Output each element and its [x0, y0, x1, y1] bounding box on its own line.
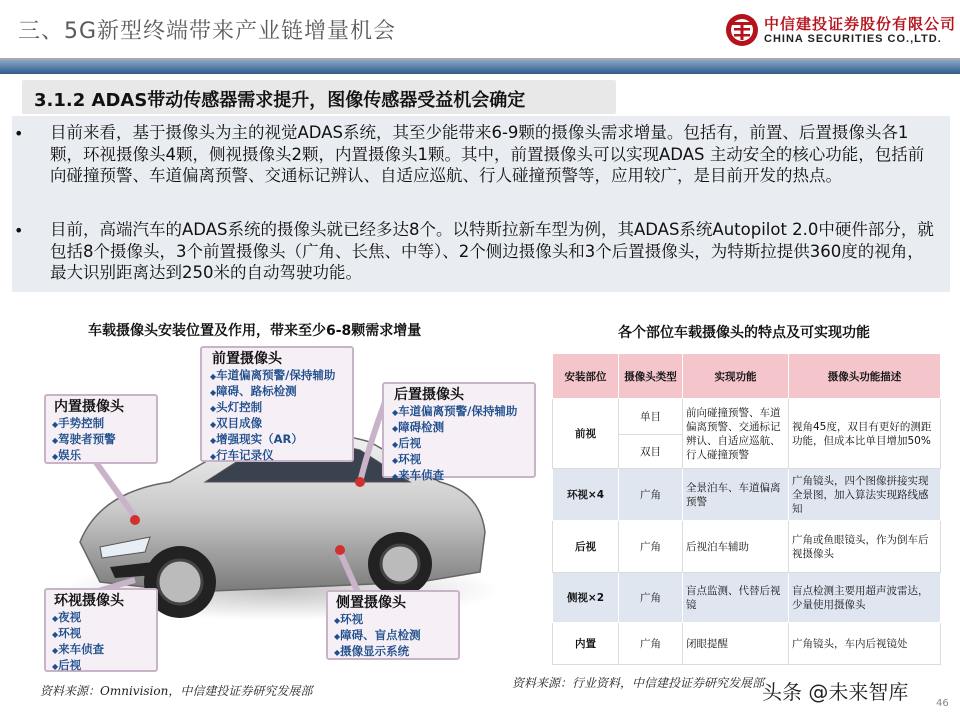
table-cell-type: 广角: [619, 521, 683, 573]
callout-rear-list: [392, 404, 517, 484]
callout-item: ◆ 后视: [52, 658, 104, 674]
bullet-marker: •: [14, 221, 24, 240]
table-cell-position: 前视: [553, 399, 619, 469]
table-cell-type: 广角: [619, 469, 683, 521]
left-figure-caption: 车载摄像头安装位置及作用，带来至少6-8颗需求增量: [88, 323, 422, 339]
callout-item: ◆ 头灯控制: [210, 400, 335, 416]
watermark-text: 头条 @未来智库: [762, 680, 909, 704]
table-cell-function: 全景泊车、车道偏离预警: [683, 469, 789, 521]
bullet-paragraph-camera-demand: 目前来看，基于摄像头为主的视觉ADAS系统，其至少能带来6-9颗的摄像头需求增量。包括有，前置、后置摄像头各1颗，环视摄像头4颗，侧视摄像头2颗，内置摄像头1颗。其中，前置摄像头可以实现ADAS 主动安全的核心功能，包括前向碰撞预警、车道偏离预警、交通标记辨认、自适应巡航、行人碰撞预警等，应用较广，是目前开发的热点。: [50, 123, 925, 185]
company-logo: [724, 12, 957, 52]
callout-item: ◆ 驾驶者预警: [52, 432, 116, 448]
bullet-paragraph-tesla-example: 目前，高端汽车的ADAS系统的摄像头就已经多达8个。以特斯拉新车型为例，其ADAS系统Autopilot 2.0中硬件部分，就包括8个摄像头，3个前置摄像头（广角、长焦、中等）、2个侧边摄像头和3个后置摄像头，为特斯拉提供360度的视角，最大识别距离达到250米的自动驾驶功能。: [50, 220, 934, 282]
callout-item: ◆ 障碍、盲点检测: [334, 628, 421, 644]
callout-surround-list: [52, 610, 104, 674]
table-cell-position: 环视×4: [553, 469, 619, 521]
table-cell-description: 广角镜头，四个图像拼接实现全景图，加入算法实现路线感知: [789, 469, 941, 521]
callout-item: ◆ 夜视: [52, 610, 104, 626]
table-row: [553, 399, 941, 435]
table-cell-description: 广角或鱼眼镜头，作为倒车后视摄像头: [789, 521, 941, 573]
callout-item: ◆ 双目成像: [210, 416, 335, 432]
logo-chinese-name: 中信建投证券股份有限公司: [764, 15, 957, 33]
table-cell-position: 后视: [553, 521, 619, 573]
camera-spec-table: [552, 353, 941, 665]
table-header-cell: 摄像头功能描述: [789, 354, 941, 399]
table-cell-position: 内置: [553, 623, 619, 665]
callout-front-title: 前置摄像头: [212, 351, 282, 367]
callout-item: ◆ 行车记录仪: [210, 448, 335, 464]
table-header-row: [553, 354, 941, 399]
citic-logo-icon: [724, 12, 760, 48]
left-figure-source: 资料来源：Omnivision，中信建投证券研究发展部: [40, 684, 313, 698]
header-blue-band: [0, 60, 960, 74]
right-figure-source: 资料来源：行业资料，中信建投证券研究发展部: [512, 676, 765, 690]
table-row: [553, 521, 941, 573]
callout-inner-list: [52, 416, 116, 464]
section-title: 3.1.2 ADAS带动传感器需求提升，图像传感器受益机会确定: [34, 90, 526, 111]
table-cell-type: 广角: [619, 573, 683, 623]
callout-item: ◆ 娱乐: [52, 448, 116, 464]
callout-item: ◆ 手势控制: [52, 416, 116, 432]
callout-rear-title: 后置摄像头: [394, 387, 464, 403]
table-cell-function: 后视泊车辅助: [683, 521, 789, 573]
callout-item: ◆ 来车侦查: [52, 642, 104, 658]
callout-item: ◆ 障碍检测: [392, 420, 517, 436]
right-figure-caption: 各个部位车载摄像头的特点及可实现功能: [618, 325, 870, 341]
table-cell-function: 前向碰撞预警、车道偏离预警、交通标记辨认、自适应巡航、行人碰撞预警: [683, 399, 789, 469]
callout-inner-title: 内置摄像头: [54, 399, 124, 415]
table-cell-type: 广角: [619, 623, 683, 665]
callout-item: ◆ 障碍、路标检测: [210, 384, 335, 400]
callout-front-list: [210, 368, 335, 464]
callout-item: ◆ 后视: [392, 436, 517, 452]
callout-item: ◆ 增强现实（AR）: [210, 432, 335, 448]
table-cell-position: 侧视×2: [553, 573, 619, 623]
page-header-title: 三、5G新型终端带来产业链增量机会: [18, 19, 397, 44]
table-cell-type: 双目: [619, 435, 683, 469]
callout-item: ◆ 车道偏离预警/保持辅助: [392, 404, 517, 420]
callout-side-list: [334, 612, 421, 660]
table-cell-description: 广角镜头，车内后视镜处: [789, 623, 941, 665]
callout-item: ◆ 车道偏离预警/保持辅助: [210, 368, 335, 384]
table-row: [553, 573, 941, 623]
table-cell-type: 单目: [619, 399, 683, 435]
table-cell-description: 视角45度，双目有更好的测距功能，但成本比单目增加50%: [789, 399, 941, 469]
table-cell-function: 闭眼提醒: [683, 623, 789, 665]
table-header-cell: 安装部位: [553, 354, 619, 399]
table-header-cell: 摄像头类型: [619, 354, 683, 399]
logo-english-name: CHINA SECURITIES CO.,LTD.: [764, 33, 942, 45]
callout-side-title: 侧置摄像头: [336, 595, 406, 611]
callout-item: ◆ 环视: [392, 452, 517, 468]
callout-item: ◆ 摄像显示系统: [334, 644, 421, 660]
bullet-marker: •: [14, 124, 24, 143]
callout-item: ◆ 环视: [52, 626, 104, 642]
page-number: 46: [936, 698, 949, 709]
table-cell-function: 盲点监测、代替后视镜: [683, 573, 789, 623]
car-camera-diagram: [40, 342, 518, 672]
callout-surround-title: 环视摄像头: [54, 593, 124, 609]
table-row: [553, 469, 941, 521]
callout-item: ◆ 来车侦查: [392, 468, 517, 484]
table-cell-description: 盲点检测主要用超声波雷达，少量使用摄像头: [789, 573, 941, 623]
callout-item: ◆ 环视: [334, 612, 421, 628]
table-row: [553, 623, 941, 665]
table-header-cell: 实现功能: [683, 354, 789, 399]
